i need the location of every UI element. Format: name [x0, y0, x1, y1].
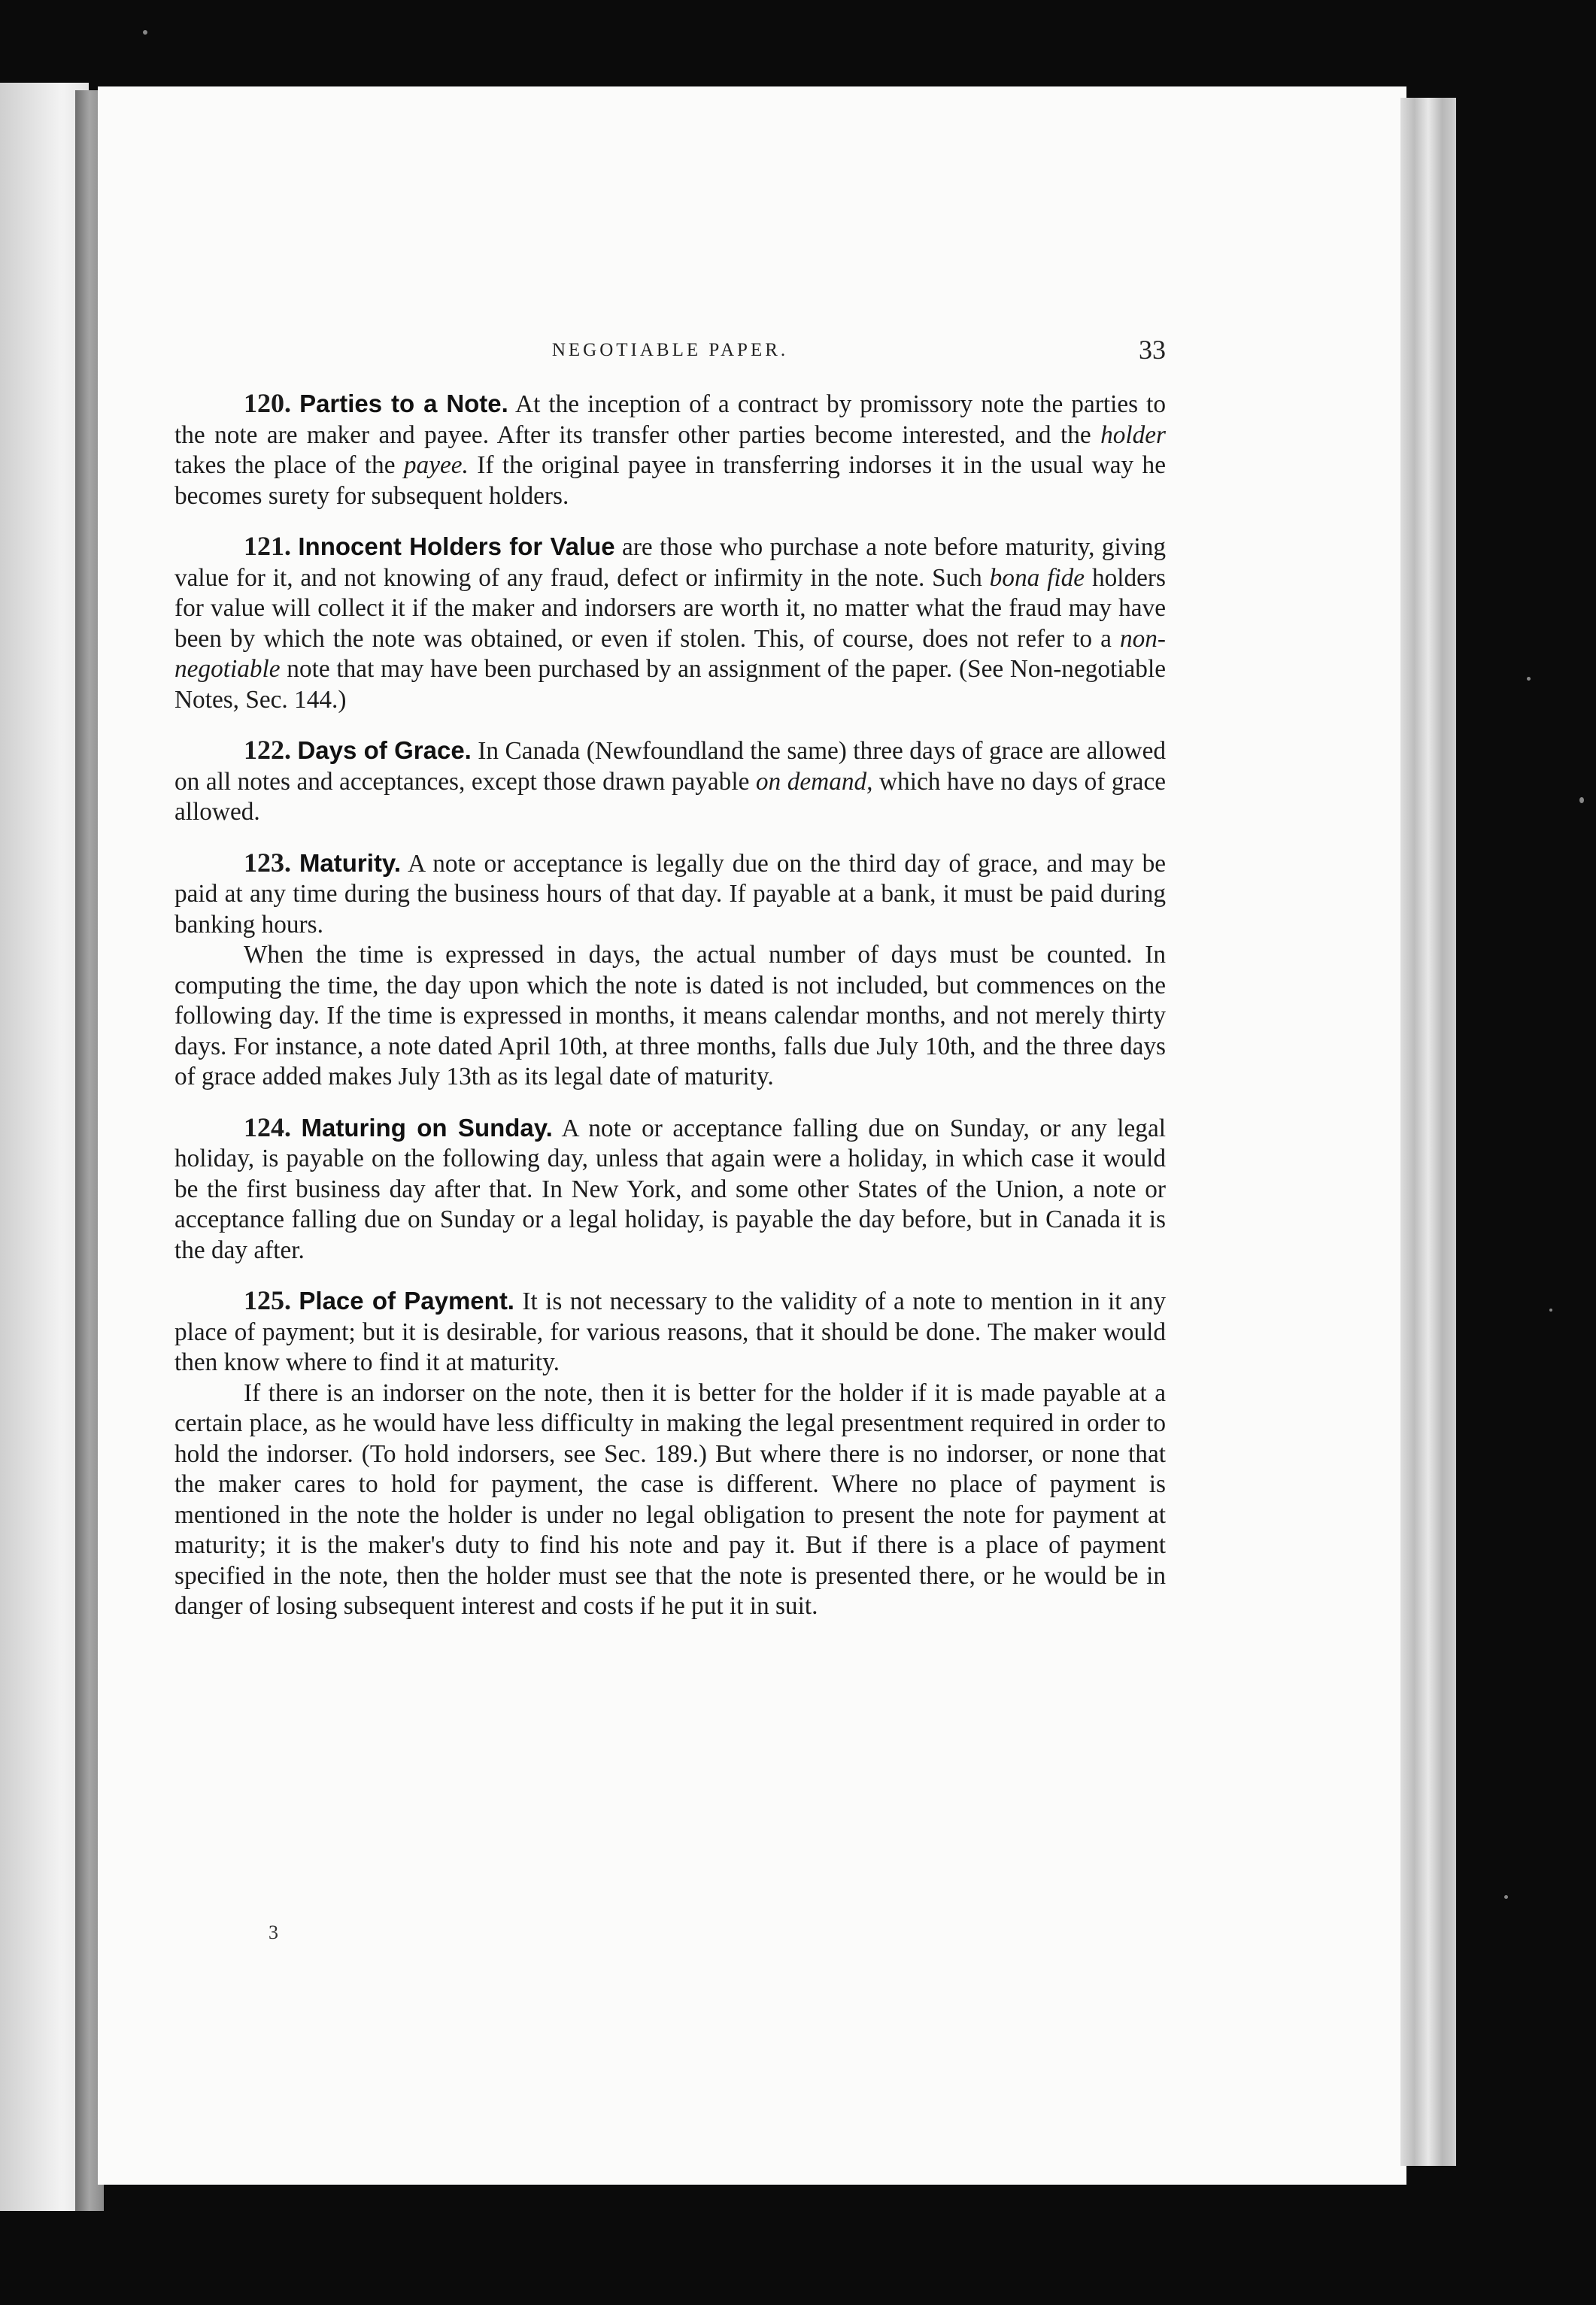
section-123 — [174, 848, 1166, 1093]
paragraph — [174, 388, 1166, 511]
section-heading: Days of Grace. — [297, 736, 472, 764]
paragraph — [174, 940, 1166, 1093]
section-122 — [174, 735, 1166, 828]
section-heading: Parties to a Note. — [299, 390, 508, 417]
body-text: In Canada (Newfoundland the same) three days of grace are allowed on all notes and acceptances, except those drawn payable — [174, 737, 1166, 796]
body-text: are those who purchase a note before maturity, giving value for it, and not knowing of any fraud, defect or infirmity in the note. Such — [174, 533, 1166, 592]
section-120 — [174, 388, 1166, 511]
section-125 — [174, 1285, 1166, 1622]
section-number: 123. — [244, 847, 291, 878]
italic-text: holder — [1100, 420, 1166, 449]
italic-text: bona fide — [989, 563, 1085, 592]
page-body — [174, 388, 1166, 1642]
section-number: 125. — [244, 1285, 291, 1315]
page-stack-edge — [1400, 98, 1456, 2166]
italic-text: non-negotiable — [174, 624, 1166, 683]
section-121 — [174, 531, 1166, 715]
italic-text: on demand, — [755, 767, 873, 796]
body-text: If there is an indorser on the note, then it is better for the holder if it is made payable at a certain place, as he would have less difficulty in making the legal presentment required in order to hold the indorser. (To hold indorsers, see Sec. 189.) But where there is no indorser, or none that the maker cares to hold for payment, the case is different. Where no place of payment is mentioned in the note the holder is under no legal obligation to present the note for payment at maturity; it is the maker's duty to find his note and pay it. But if there is a place of payment specified in the note, then the holder must see that the note is presented there, or he would be in danger of losing subsequent interest and costs if he put it in suit. — [174, 1378, 1166, 1620]
section-number: 121. — [244, 531, 291, 561]
dust-speck — [1504, 1895, 1508, 1899]
body-text: If the original payee in transferring indorses it in the usual way he becomes surety for subsequent holders. — [174, 451, 1166, 510]
section-124 — [174, 1112, 1166, 1266]
paragraph — [174, 1378, 1166, 1622]
running-head — [174, 334, 1166, 367]
running-title: NEGOTIABLE PAPER. — [551, 340, 789, 360]
paragraph — [174, 1112, 1166, 1266]
paragraph — [174, 1285, 1166, 1378]
body-text: It is not necessary to the validity of a note to mention in it any place of payment; but it is desirable, for various reasons, that it should be done. The maker would then know where to find it at maturity. — [174, 1287, 1166, 1376]
paragraph — [174, 848, 1166, 941]
page-number: 33 — [1139, 335, 1166, 365]
dust-speck — [1579, 797, 1584, 803]
body-text: At the inception of a contract by promissory note the parties to the note are maker and payee. After its transfer other parties become interested, and the — [174, 390, 1167, 449]
body-text: holders for value will collect it if the maker and indorsers are worth it, no matter what the fraud may have been by which the note was obtained, or even if stolen. This, of course, does not refer to a — [174, 563, 1166, 653]
signature-mark: 3 — [269, 1921, 278, 1943]
body-text: A note or acceptance falling due on Sunday, or any legal holiday, is payable on the following day, unless that again were a holiday, in which case it would be the first business day after that. In New York, and some other States of the Union, a note or acceptance falling due on Sunday or a legal holiday, is payable the day before, but in Canada it is the day after. — [174, 1114, 1166, 1264]
section-number: 120. — [244, 388, 291, 418]
section-heading: Maturing on Sunday. — [301, 1113, 553, 1142]
body-text: note that may have been purchased by an assignment of the paper. (See Non-negotiable Notes, Sec. 144.) — [174, 655, 1166, 714]
paragraph — [174, 735, 1166, 828]
section-heading: Place of Payment. — [299, 1287, 514, 1315]
body-text: which have no days of grace allowed. — [174, 767, 1166, 826]
section-number: 122. — [244, 735, 291, 765]
body-text: When the time is expressed in days, the actual number of days must be counted. In computing the time, the day upon which the note is dated is not included, but commences on the following day. If the time is expressed in months, it means calendar months, and not merely thirty days. For instance, a note dated April 10th, at three months, falls due July 10th, and the three days of grace added makes July 13th as its legal date of maturity. — [174, 941, 1166, 1090]
body-text: A note or acceptance is legally due on the third day of grace, and may be paid at any time during the business hours of that day. If payable at a bank, it must be paid during banking hours. — [174, 849, 1167, 939]
dust-speck — [143, 30, 147, 35]
section-number: 124. — [244, 1112, 291, 1142]
section-heading: Maturity. — [299, 848, 401, 877]
paragraph — [174, 531, 1166, 715]
section-heading: Innocent Holders for Value — [298, 532, 615, 560]
italic-text: payee. — [403, 451, 469, 479]
dust-speck — [1549, 1309, 1552, 1312]
body-text: takes the place of the — [174, 451, 404, 479]
dust-speck — [1527, 677, 1531, 681]
